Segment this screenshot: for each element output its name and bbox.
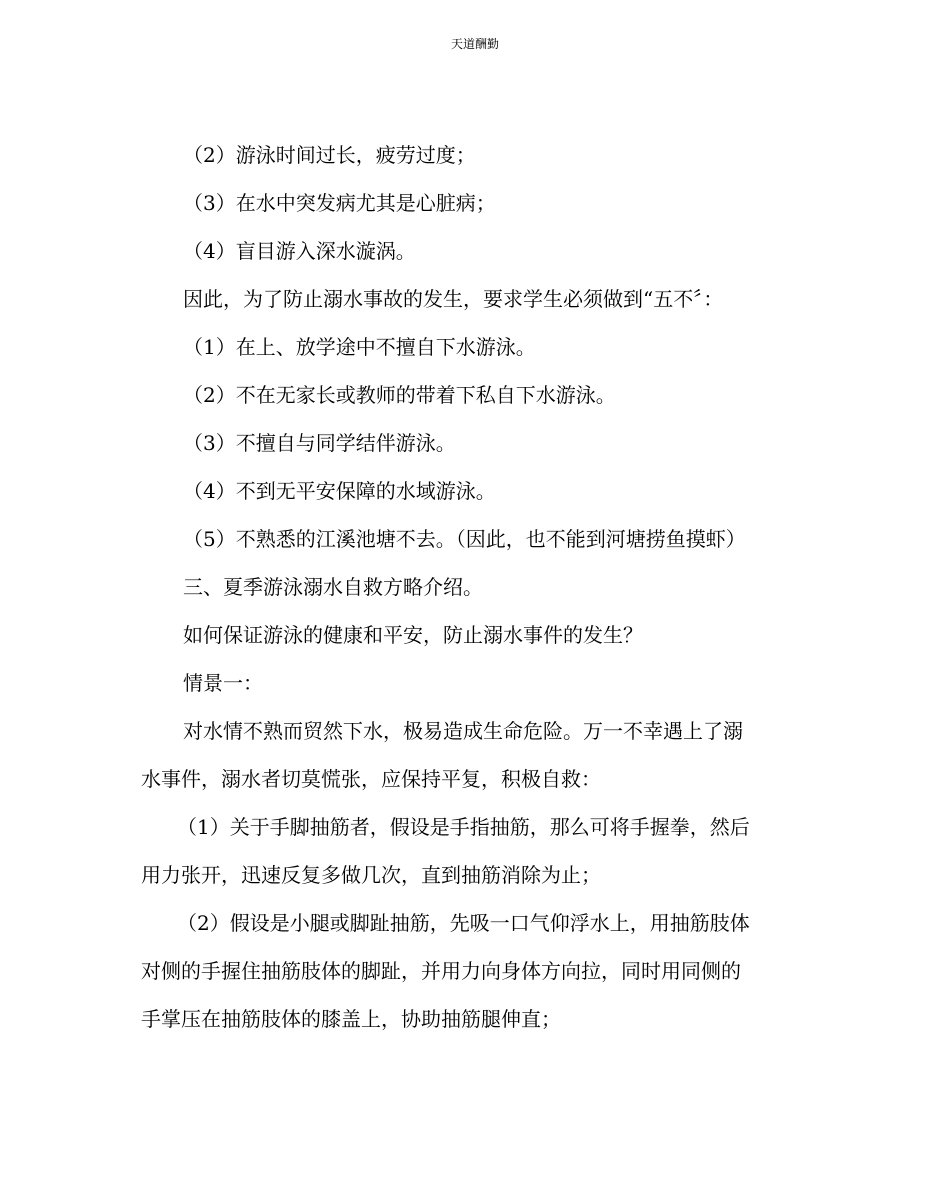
paragraph-line: 用力张开，迅速反复多做几次，直到抽筋消除为止； — [141, 863, 601, 887]
paragraph-line: （1）关于手脚抽筋者，假设是手指抽筋，那么可将手握拳，然后 — [177, 815, 750, 839]
paragraph-line: （3）在水中突发病尤其是心脏病； — [183, 191, 496, 215]
paragraph-line: （4）盲目游入深水漩涡。 — [183, 239, 416, 263]
document-body — [141, 131, 807, 1043]
scenario-label: 情景一： — [183, 671, 263, 695]
paragraph-line: （2）不在无家长或教师的带着下私自下水游泳。 — [183, 383, 616, 407]
paragraph-line: 如何保证游泳的健康和平安，防止溺水事件的发生？ — [183, 623, 643, 647]
paragraph-line: （2）游泳时间过长，疲劳过度； — [183, 143, 476, 167]
paragraph-line: 水事件，溺水者切莫慌张，应保持平复，积极自救： — [141, 767, 601, 791]
paragraph-line: 对水情不熟而贸然下水，极易造成生命危险。万一不幸遇上了溺 — [183, 719, 743, 743]
paragraph-line: 对侧的手握住抽筋肢体的脚趾，并用力向身体方向拉，同时用同侧的 — [141, 959, 741, 983]
paragraph-line: （5）不熟悉的江溪池塘不去。（因此，也不能到河塘捞鱼摸虾） — [183, 527, 746, 551]
paragraph-line: 因此，为了防止溺水事故的发生，要求学生必须做到“五不〞： — [183, 287, 724, 311]
section-heading: 三、夏季游泳溺水自救方略介绍。 — [183, 575, 483, 599]
paragraph-line: （3）不擅自与同学结伴游泳。 — [183, 431, 456, 455]
paragraph-line: （4）不到无平安保障的水域游泳。 — [183, 479, 496, 503]
paragraph-line: （1）在上、放学途中不擅自下水游泳。 — [183, 335, 536, 359]
page-header: 天道酬勤 — [450, 37, 499, 51]
paragraph-line: （2）假设是小腿或脚趾抽筋，先吸一口气仰浮水上，用抽筋肢体 — [177, 911, 750, 935]
paragraph-line: 手掌压在抽筋肢体的膝盖上，协助抽筋腿伸直； — [141, 1007, 561, 1031]
